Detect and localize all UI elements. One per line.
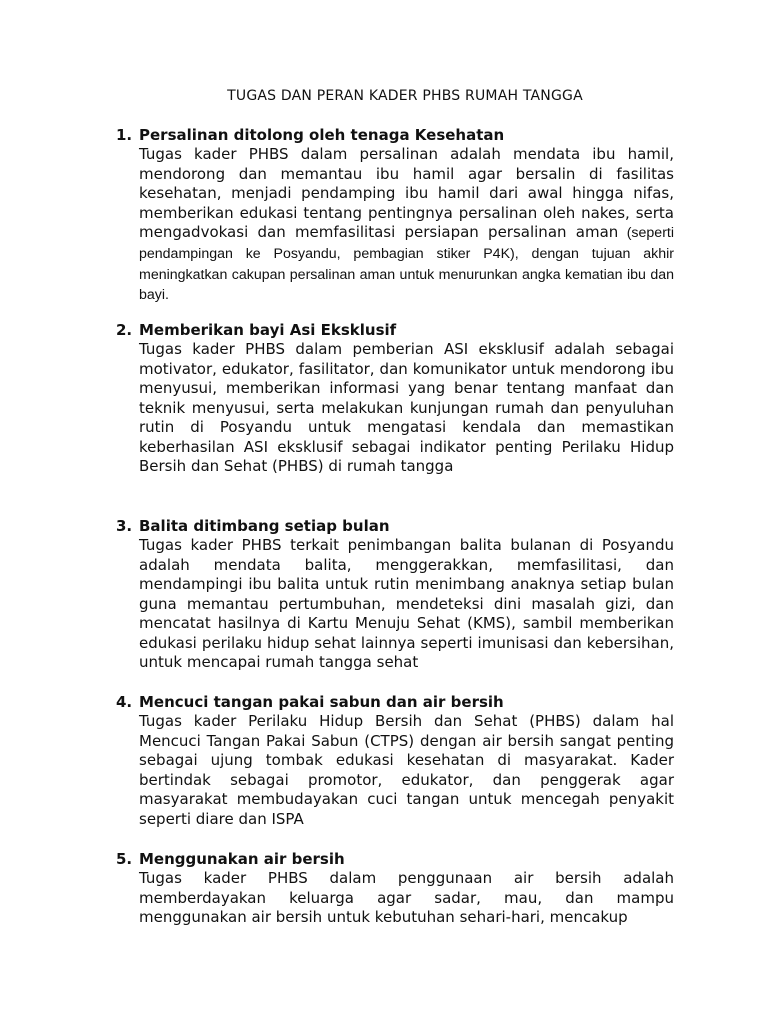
section-body-tail: (seperti pendampingan ke Posyandu, pembagian stiker P4K), dengan tujuan akhir meningkatkan cakupan persalinan aman untuk menurunkan angka kematian ibu dan bayi. (139, 225, 675, 304)
section-heading-text: Menggunakan air bersih (139, 850, 345, 868)
section-heading (116, 849, 674, 869)
section-heading-text: Balita ditimbang setiap bulan (139, 517, 390, 535)
section-body: Tugas kader PHBS dalam penggunaan air bersih adalah memberdayakan keluarga agar sadar, mau, dan mampu menggunakan air bersih untuk kebutuhan sehari-hari, mencakup (139, 869, 674, 926)
section-number: 5. (116, 850, 133, 868)
section-body: Tugas kader PHBS terkait penimbangan balita bulanan di Posyandu adalah mendata balita, menggerakkan, memfasilitasi, dan mendampingi ibu balita untuk rutin menimbang anaknya setiap bulan guna memantau pertumbuhan, mendeteksi dini masalah gizi, dan mencatat hasilnya di Kartu Menuju Sehat (KMS), sambil memberikan edukasi perilaku hidup sehat lainnya seperti imunisasi dan kebersihan, untuk mencapai rumah tangga sehat (139, 536, 674, 671)
section-cuci-tangan (116, 692, 674, 829)
section-number: 4. (116, 693, 133, 711)
section-heading-text: Mencuci tangan pakai sabun dan air bersih (139, 693, 504, 711)
document-title: TUGAS DAN PERAN KADER PHBS RUMAH TANGGA (227, 88, 583, 104)
section-heading (116, 125, 674, 145)
section-heading-text: Persalinan ditolong oleh tenaga Kesehatan (139, 126, 505, 144)
section-balita-ditimbang (116, 516, 674, 673)
section-body-main: Tugas kader PHBS dalam persalinan adalah mendata ibu hamil, mendorong dan memantau ibu hamil agar bersalin di fasilitas kesehatan, menjadi pendamping ibu hamil dari awal hingga nifas, memberikan edukasi tentang pentingnya persalinan oleh nakes, serta mengadvokasi dan memfasilitasi persiapan persalinan aman (139, 145, 674, 242)
section-body (139, 145, 674, 306)
section-asi-eksklusif (116, 320, 674, 477)
section-air-bersih (116, 849, 674, 928)
section-number: 1. (116, 126, 133, 144)
section-heading (116, 320, 674, 340)
section-heading-text: Memberikan bayi Asi Eksklusif (139, 321, 397, 339)
section-number: 2. (116, 321, 133, 339)
section-body: Tugas kader PHBS dalam pemberian ASI eksklusif adalah sebagai motivator, edukator, fasilitator, dan komunikator untuk mendorong ibu menyusui, memberikan informasi yang benar tentang manfaat dan teknik menyusui, serta melakukan kunjungan rumah dan penyuluhan rutin di Posyandu untuk mengatasi kendala dan memastikan keberhasilan ASI eksklusif sebagai indikator penting Perilaku Hidup Bersih dan Sehat (PHBS) di rumah tangga (139, 340, 674, 475)
section-body: Tugas kader Perilaku Hidup Bersih dan Sehat (PHBS) dalam hal Mencuci Tangan Pakai Sabun (CTPS) dengan air bersih sangat penting sebagai ujung tombak edukasi kesehatan di masyarakat. Kader bertindak sebagai promotor, edukator, dan penggerak agar masyarakat membudayakan cuci tangan untuk mencegah penyakit seperti diare dan ISPA (139, 712, 674, 828)
section-persalinan (116, 125, 674, 306)
section-heading (116, 516, 674, 536)
section-number: 3. (116, 517, 133, 535)
section-heading (116, 692, 674, 712)
